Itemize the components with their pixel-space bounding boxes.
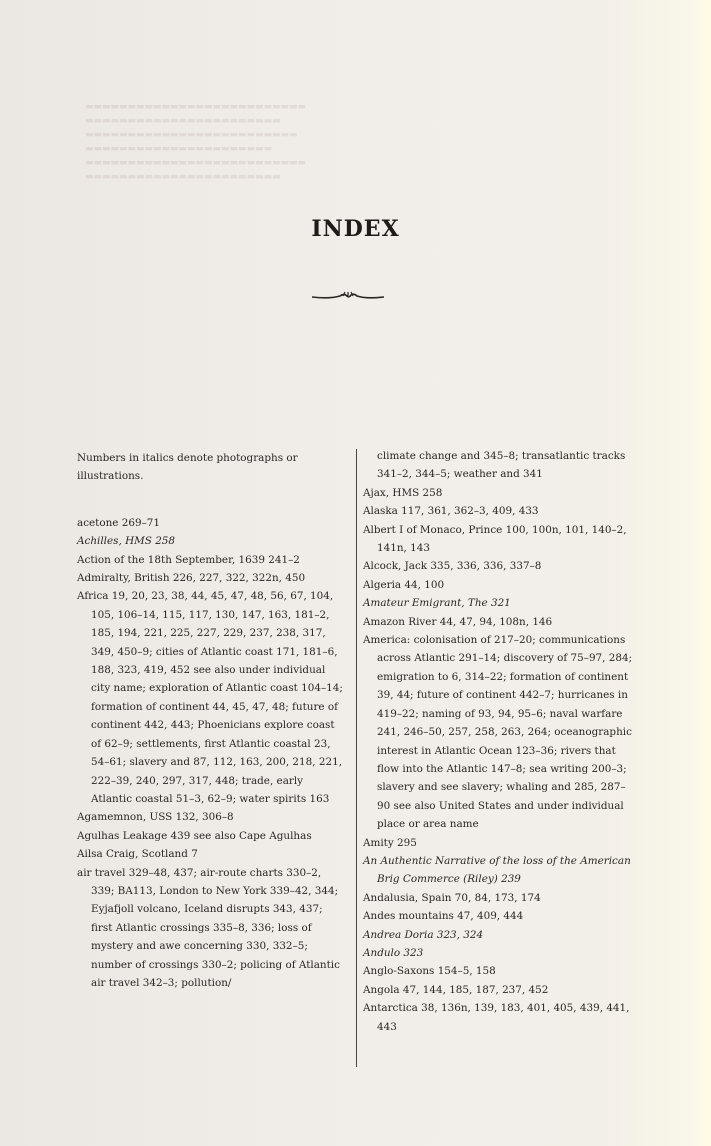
index-entry: Anglo-Saxons 154–5, 158 xyxy=(363,965,496,978)
show-through-text: ▬▬▬▬▬▬▬▬▬▬▬▬▬▬▬▬▬▬▬▬▬▬▬▬▬▬ ▬▬▬▬▬▬▬▬▬▬▬▬▬▬▬▬▬▬▬▬▬▬▬ ▬▬▬▬▬▬▬▬▬▬▬▬▬▬▬▬▬▬▬▬▬▬▬▬▬ ▬▬▬▬▬▬▬▬▬▬▬▬▬▬▬▬▬▬▬▬▬▬ ▬▬▬▬▬▬▬▬▬▬▬▬▬▬▬▬▬▬▬▬▬▬▬▬▬▬ ▬▬▬▬▬▬▬▬▬▬▬▬▬▬▬▬▬▬▬▬▬▬▬ xyxy=(85,102,307,182)
index-entry: Alaska 117, 361, 362–3, 409, 433 xyxy=(363,505,539,518)
index-entry: Achilles, HMS 258 xyxy=(77,535,176,548)
index-column-left xyxy=(77,449,347,992)
index-entry: Ajax, HMS 258 xyxy=(363,486,443,499)
index-entry: Africa 19, 20, 23, 38, 44, 45, 47, 48, 56, 67, 104, 105, 106–14, 115, 117, 130, 147, 163, 181–2, 185, 194, 221, 225, 227, 229, 237, 238, 317, 349, 450–9; cities of Atlantic coast 171, 181–6, 188, 323, 419, 452 see also under individual city name; exploration of Atlantic coast 104–14; formation of continent 44, 45, 47, 48; future of continent 442, 443; Phoenicians explore coast of 62–9; settlements, first Atlantic coastal 23, 54–61; slavery and 87, 112, 163, 200, 218, 221, 222–39, 240, 297, 317, 448; trade, early Atlantic coastal 51–3, 62–9; water spirits 163 xyxy=(77,590,343,805)
index-entry: acetone 269–71 xyxy=(77,516,160,529)
index-entry: Andalusia, Spain 70, 84, 173, 174 xyxy=(363,891,541,904)
index-entry: Amity 295 xyxy=(363,836,417,849)
ornament-flourish-icon xyxy=(310,290,386,302)
index-entry: Alcock, Jack 335, 336, 336, 337–8 xyxy=(363,560,542,573)
index-entry: Algeria 44, 100 xyxy=(363,578,445,591)
index-entry: Antarctica 38, 136n, 139, 183, 401, 405, 439, 441, 443 xyxy=(363,1002,630,1033)
index-entry: Andulo 323 xyxy=(363,946,424,959)
page-edge-highlight xyxy=(693,0,711,1146)
index-entry: climate change and 345–8; transatlantic tracks 341–2, 344–5; weather and 341 xyxy=(377,450,626,481)
index-entry: Ailsa Craig, Scotland 7 xyxy=(77,848,198,861)
index-entry: Admiralty, British 226, 227, 322, 322n, 450 xyxy=(77,572,306,585)
italics-note: Numbers in italics denote photographs or illustrations. xyxy=(77,452,298,483)
index-entry: Amateur Emigrant, The 321 xyxy=(363,597,511,610)
index-column-right xyxy=(363,447,635,1036)
index-entry: Agulhas Leakage 439 see also Cape Agulhas xyxy=(77,829,312,842)
page-title: INDEX xyxy=(311,216,400,242)
index-entry: Angola 47, 144, 185, 187, 237, 452 xyxy=(363,983,549,996)
index-entry: Amazon River 44, 47, 94, 108n, 146 xyxy=(363,615,553,628)
index-entry: America: colonisation of 217–20; communications across Atlantic 291–14; discovery of 75–97, 284; emigration to 6, 314–22; formation of continent 39, 44; future of continent 442–7; hurricanes in 419–22; naming of 93, 94, 95–6; naval warfare 241, 246–50, 257, 258, 263, 264; oceanographic interest in Atlantic Ocean 123–36; rivers that flow into the Atlantic 147–8; sea writing 200–3; slavery and see slavery; whaling and 285, 287–90 see also United States and under individual place or area name xyxy=(363,634,633,831)
column-divider xyxy=(356,449,357,1067)
index-entry: An Authentic Narrative of the loss of the American Brig Commerce (Riley) 239 xyxy=(363,854,631,886)
index-entry: Andrea Doria 323, 324 xyxy=(363,928,484,941)
index-entry: Andes mountains 47, 409, 444 xyxy=(363,910,524,923)
index-entry: Agamemnon, USS 132, 306–8 xyxy=(77,811,234,824)
index-entry: Albert I of Monaco, Prince 100, 100n, 101, 140–2, 141n, 143 xyxy=(363,523,627,555)
index-entry: air travel 329–48, 437; air-route charts 330–2, 339; BA113, London to New York 339–42, 344; Eyjafjoll volcano, Iceland disrupts 343, 437; first Atlantic crossings 335–8, 336; loss of mystery and awe concerning 330, 332–5; number of crossings 330–2; policing of Atlantic air travel 342–3; pollution/ xyxy=(77,866,340,989)
index-entry: Action of the 18th September, 1639 241–2 xyxy=(77,553,300,566)
